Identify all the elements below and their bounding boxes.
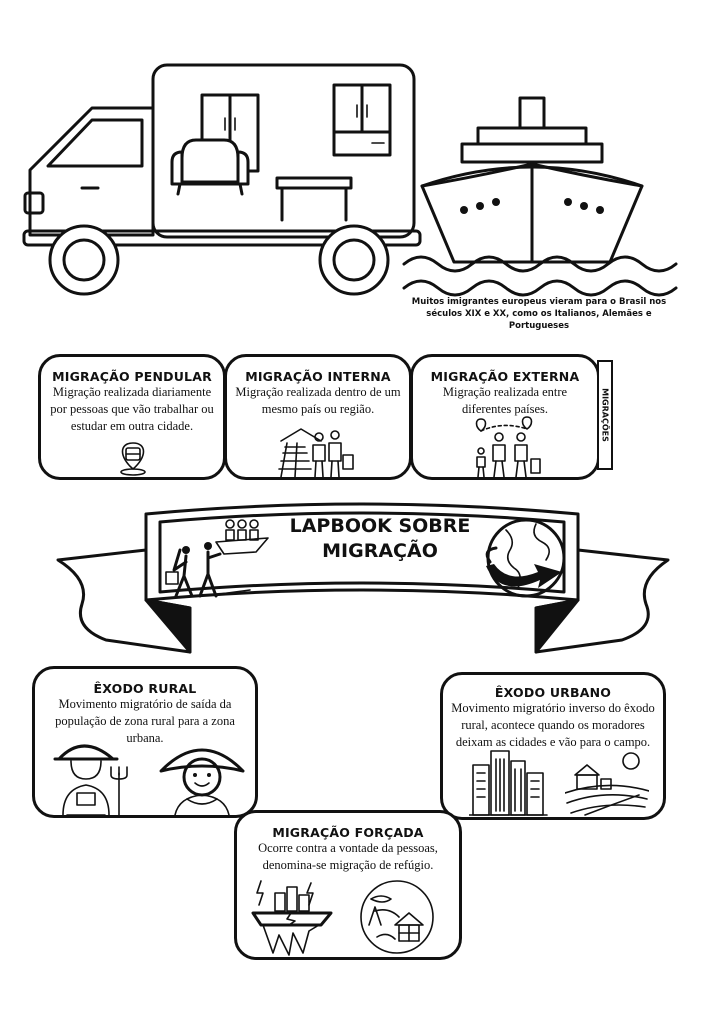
card-exodo-rural bbox=[32, 666, 258, 818]
card-exodo-urbano bbox=[440, 672, 666, 820]
card-title: MIGRAÇÃO FORÇADA bbox=[272, 825, 424, 840]
card-text: Migração realizada entre diferentes países. bbox=[442, 385, 568, 416]
card-text: Movimento migratório inverso do êxodo rural, acontece quando os moradores deixam as cidades e vão para o campo. bbox=[451, 701, 655, 749]
side-tab-label: MIGRAÇÕES bbox=[600, 388, 610, 442]
migracoes-side-tab bbox=[597, 360, 613, 470]
storm-house-icon bbox=[357, 877, 437, 955]
card-migracao-externa bbox=[410, 354, 600, 480]
card-title: ÊXODO RURAL bbox=[93, 681, 197, 696]
farmer-icon bbox=[53, 737, 139, 817]
city-buildings-icon bbox=[469, 745, 549, 817]
refugees-icon bbox=[160, 514, 280, 600]
card-text: Migração realizada dentro de um mesmo país ou região. bbox=[235, 385, 401, 416]
card-migracao-pendular bbox=[38, 354, 226, 480]
card-text: Ocorre contra a vontade da pessoas, denomina-se migração de refúgio. bbox=[258, 841, 438, 872]
travelers-map-icon bbox=[467, 415, 547, 479]
card-title: MIGRAÇÃO INTERNA bbox=[245, 369, 391, 384]
card-title: MIGRAÇÃO EXTERNA bbox=[430, 369, 580, 384]
globe-arrow-icon bbox=[476, 514, 572, 604]
card-migracao-forcada bbox=[234, 810, 462, 960]
card-text: Migração realizada diariamente por pessoas que vão trabalhar ou estudar em outra cidade. bbox=[50, 385, 214, 433]
countryside-house-icon bbox=[565, 749, 649, 817]
ship-caption: Muitos imigrantes europeus vieram para o Brasil nos séculos XIX e XX, como os Italianos, Alemães e Portugueses bbox=[411, 297, 667, 331]
ship-icon bbox=[400, 92, 680, 302]
disaster-ground-icon bbox=[249, 877, 335, 957]
farm-people-icon bbox=[277, 421, 357, 479]
bus-location-icon bbox=[113, 439, 153, 477]
card-text: Movimento migratório de saída da população de zona rural para a zona urbana. bbox=[55, 697, 235, 745]
moving-truck-icon bbox=[22, 60, 422, 300]
card-title: MIGRAÇÃO PENDULAR bbox=[52, 369, 212, 384]
card-title: ÊXODO URBANO bbox=[494, 685, 612, 700]
card-migracao-interna bbox=[224, 354, 412, 480]
banner-title: LAPBOOK SOBRE MIGRAÇÃO bbox=[289, 515, 471, 562]
girl-hat-icon bbox=[157, 735, 247, 817]
